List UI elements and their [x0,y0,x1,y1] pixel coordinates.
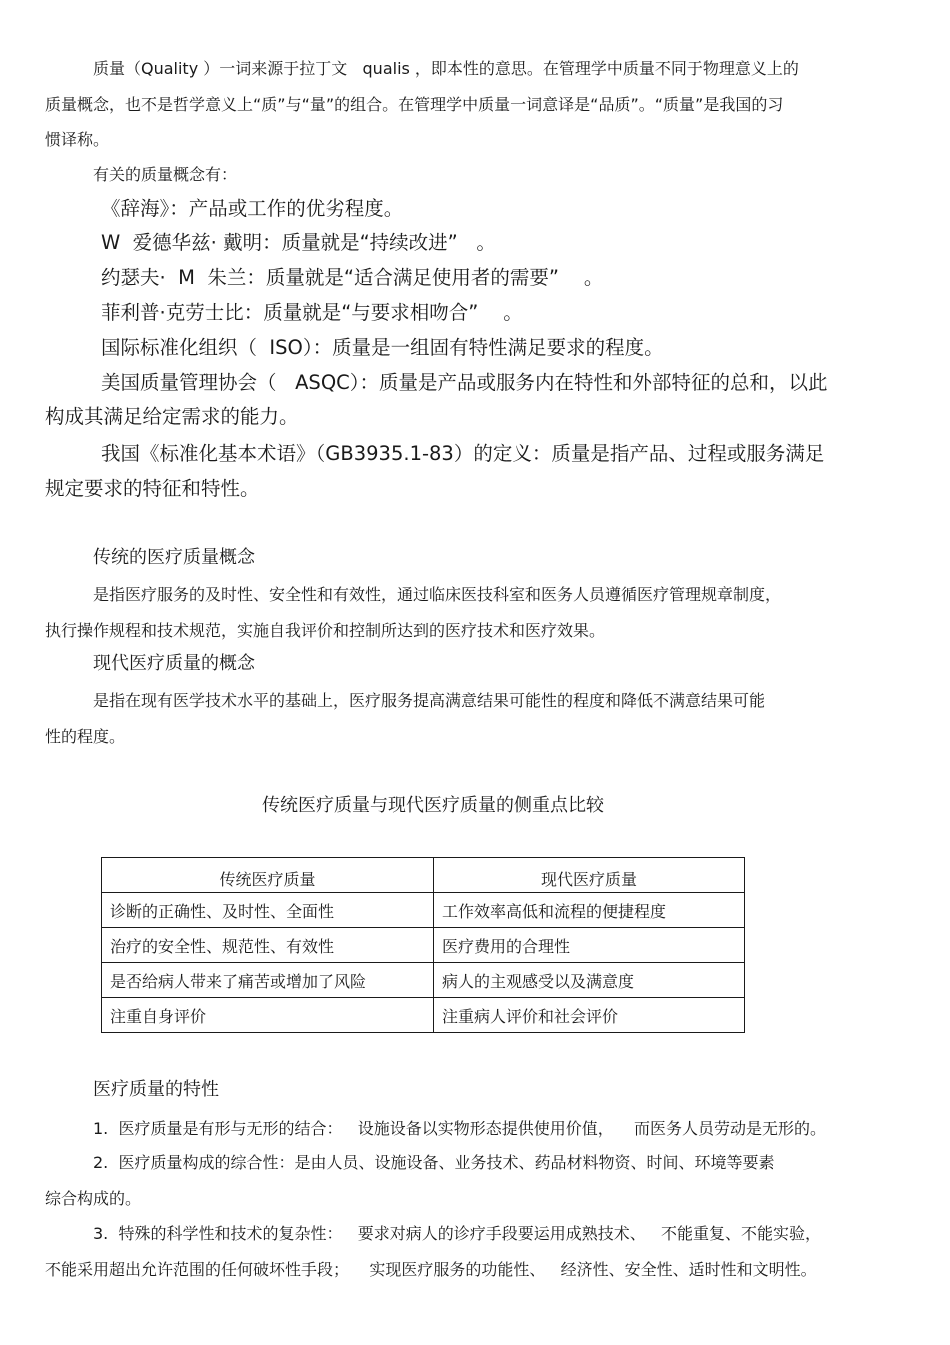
table-cell: 工作效率高低和流程的便捷程度 [434,893,745,928]
traditional-heading: 传统的医疗质量概念 [93,547,255,568]
table-row [102,893,745,928]
modern-heading: 现代医疗质量的概念 [93,653,255,674]
table-cell: 注重自身评价 [102,998,434,1033]
characteristic-item-3-line-1: 3. 特殊的科学性和技术的复杂性： 要求对病人的诊疗手段要运用成熟技术、 不能重复、不能实验， [93,1224,821,1243]
characteristic-item-1: 1. 医疗质量是有形与无形的结合： 设施设备以实物形态提供使用价值， 而医务人员劳动是无形的。 [93,1119,827,1138]
table-cell: 治疗的安全性、规范性、有效性 [102,928,434,963]
modern-line-2: 性的程度。 [45,727,126,746]
concept-gb-line-2: 规定要求的特征和特性。 [45,477,260,500]
concept-asqc-line-2: 构成其满足给定需求的能力。 [45,405,299,428]
table-cell: 诊断的正确性、及时性、全面性 [102,893,434,928]
traditional-line-1: 是指医疗服务的及时性、安全性和有效性，通过临床医技科室和医务人员遵循医疗管理规章制度， [93,585,782,604]
concept-asqc-line-1: 美国质量管理协会（ ASQC）：质量是产品或服务内在特性和外部特征的总和，以此 [101,371,828,394]
traditional-line-2: 执行操作规程和技术规范，实施自我评价和控制所达到的医疗技术和医疗效果。 [45,621,606,640]
characteristics-heading: 医疗质量的特性 [93,1079,219,1100]
concept-crosby: 菲利普·克劳士比：质量就是“与要求相吻合” 。 [101,301,523,324]
comparison-table [101,857,745,1033]
concepts-heading: 有关的质量概念有： [93,165,238,184]
intro-line-2: 质量概念，也不是哲学意义上“质”与“量”的组合。在管理学中质量一词意译是“品质”。“质量”是我国的习 [45,95,784,114]
characteristic-item-2-line-1: 2. 医疗质量构成的综合性：是由人员、设施设备、业务技术、药品材料物资、时间、环境等要素 [93,1153,775,1172]
table-row [102,928,745,963]
concept-iso: 国际标准化组织（ ISO）：质量是一组固有特性满足要求的程度。 [101,336,664,359]
table-cell: 病人的主观感受以及满意度 [434,963,745,998]
table-cell: 注重病人评价和社会评价 [434,998,745,1033]
intro-line-1: 质量（Quality ）一词来源于拉丁文 qualis ，即本性的意思。在管理学中质量不同于物理意义上的 [93,59,799,78]
comparison-title: 传统医疗质量与现代医疗质量的侧重点比较 [262,795,604,816]
header-traditional: 传统医疗质量 [102,858,434,893]
concept-juran: 约瑟夫· M 朱兰：质量就是“适合满足使用者的需要” 。 [101,266,604,289]
table-row [102,963,745,998]
table-row [102,998,745,1033]
table-cell: 是否给病人带来了痛苦或增加了风险 [102,963,434,998]
concept-deming: W 爱德华兹· 戴明：质量就是“持续改进” 。 [101,231,496,254]
intro-line-3: 惯译称。 [45,130,110,149]
characteristic-item-3-line-2: 不能采用超出允许范围的任何破坏性手段； 实现医疗服务的功能性、 经济性、安全性、适时性和文明性。 [45,1260,817,1279]
table-cell: 医疗费用的合理性 [434,928,745,963]
table-header-row [102,858,745,893]
characteristic-item-2-line-2: 综合构成的。 [45,1189,142,1208]
modern-line-1: 是指在现有医学技术水平的基础上，医疗服务提高满意结果可能性的程度和降低不满意结果可能 [93,691,766,710]
concept-gb-line-1: 我国《标准化基本术语》（GB3935.1-83）的定义：质量是指产品、过程或服务满足 [101,442,825,465]
header-modern: 现代医疗质量 [434,858,745,893]
concept-cihai: 《辞海》：产品或工作的优劣程度。 [101,197,404,220]
